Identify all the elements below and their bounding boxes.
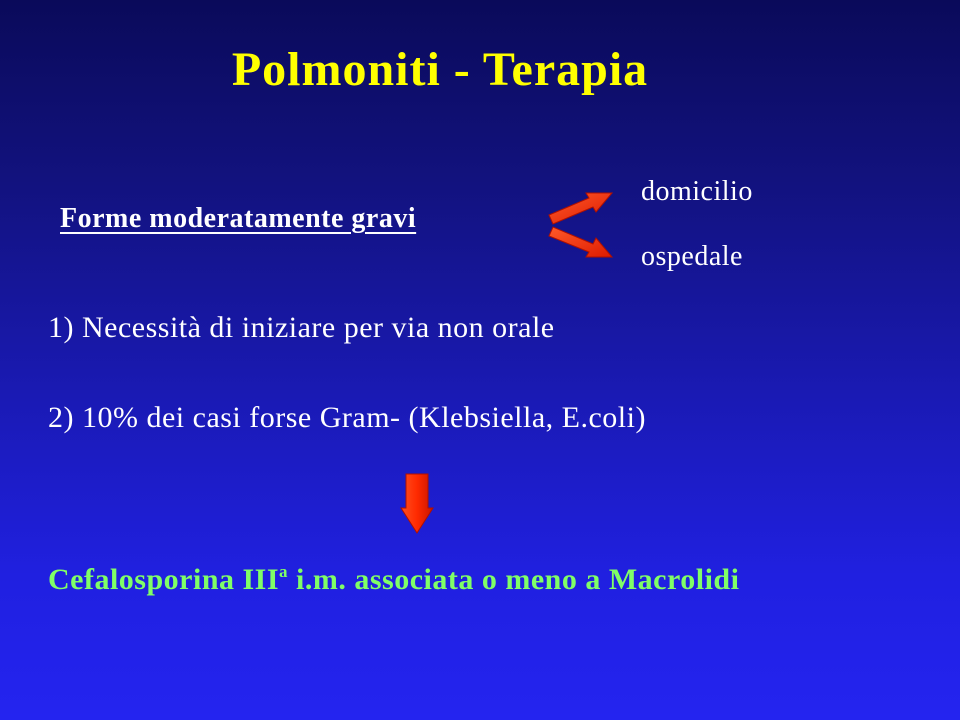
point-2: 2) 10% dei casi forse Gram- (Klebsiella, E.coli) — [48, 401, 646, 434]
option-domicilio: domicilio — [641, 176, 753, 207]
conclusion-part-2: i.m. associata o meno a Macrolidi — [288, 563, 740, 596]
subtitle: Forme moderatamente gravi — [60, 203, 417, 234]
conclusion — [48, 562, 739, 597]
option-ospedale: ospedale — [641, 241, 743, 272]
slide-title: Polmoniti - Terapia — [231, 43, 649, 96]
conclusion-superscript: a — [279, 562, 289, 581]
conclusion-part-1: Cefalosporina III — [48, 563, 280, 596]
arrow-up-right-icon — [549, 193, 612, 224]
arrow-down-right-icon — [549, 227, 612, 257]
arrow-down-icon — [401, 474, 433, 533]
point-1: 1) Necessità di iniziare per via non orale — [48, 311, 555, 344]
